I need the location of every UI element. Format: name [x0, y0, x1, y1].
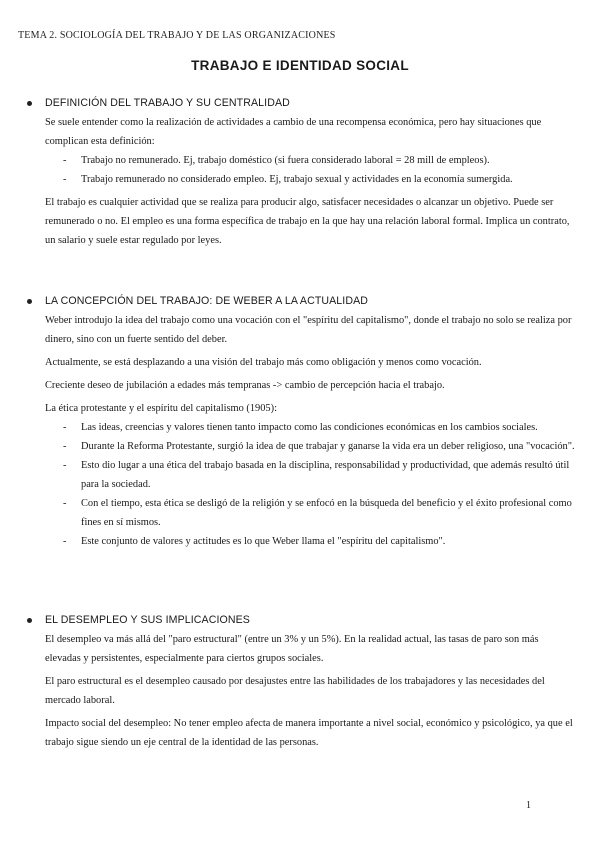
section-heading: [27, 614, 576, 630]
list-item-text: Con el tiempo, esta ética se desligó de la religión y se enfocó en la búsqueda del beneficio y el éxito profesional como fines en sí mismos.: [81, 498, 572, 528]
section-heading-text: DEFINICIÓN DEL TRABAJO Y SU CENTRALIDAD: [45, 97, 290, 109]
section-definicion: [27, 97, 576, 250]
dash-icon: -: [63, 498, 67, 509]
list-item: [27, 494, 576, 532]
dash-icon: -: [63, 155, 67, 166]
list-item-text: Esto dio lugar a una ética del trabajo basada en la disciplina, responsabilidad y productividad, que además resultó útil para la sociedad.: [81, 460, 570, 490]
list-item: [27, 418, 576, 437]
list-item: [27, 456, 576, 494]
dash-list: [27, 418, 576, 551]
dash-icon: -: [63, 441, 67, 452]
section-desempleo: [27, 614, 576, 752]
dash-icon: -: [63, 536, 67, 547]
section-heading: [27, 295, 576, 311]
list-item-text: Trabajo remunerado no considerado empleo. Ej, trabajo sexual y actividades en la economía sumergida.: [81, 174, 513, 185]
section-heading-text: LA CONCEPCIÓN DEL TRABAJO: DE WEBER A LA ACTUALIDAD: [45, 295, 369, 307]
list-item-text: Trabajo no remunerado. Ej, trabajo doméstico (si fuera considerado laboral = 28 mill de empleos).: [81, 155, 490, 166]
paragraph: Actualmente, se está desplazando a una visión del trabajo más como obligación y menos como vocación.: [45, 357, 482, 368]
list-item: [27, 437, 576, 456]
dash-icon: -: [63, 174, 67, 185]
paragraph: Impacto social del desempleo: No tener empleo afecta de manera importante a nivel social, económico y psicológico, ya que el trabajo sigue siendo un eje central de la identidad de las personas.: [45, 718, 573, 748]
dash-icon: -: [63, 460, 67, 471]
bullet-icon: [27, 618, 32, 623]
page-title: TRABAJO E IDENTIDAD SOCIAL: [191, 58, 409, 73]
list-item: [27, 170, 576, 189]
section-heading: [27, 97, 576, 113]
paragraph: Creciente deseo de jubilación a edades más tempranas -> cambio de percepción hacia el trabajo.: [45, 380, 445, 391]
paragraph: La ética protestante y el espíritu del capitalismo (1905):: [45, 403, 277, 414]
page-number: 1: [526, 800, 531, 811]
paragraph: El paro estructural es el desempleo causado por desajustes entre las habilidades de los trabajadores y las necesidades del mercado laboral.: [45, 676, 545, 706]
list-item-text: Durante la Reforma Protestante, surgió la idea de que trabajar y ganarse la vida era un deber religioso, una "vocación".: [81, 441, 575, 452]
paragraph: Se suele entender como la realización de actividades a cambio de una recompensa económica, pero hay situaciones que complican esta definición:: [45, 117, 542, 147]
paragraph: Weber introdujo la idea del trabajo como una vocación con el "espíritu del capitalismo", donde el trabajo no solo se realiza por dinero, sino con un fuerte sentido del deber.: [45, 315, 572, 345]
dash-list: [27, 151, 576, 189]
bullet-icon: [27, 299, 32, 304]
paragraph: El trabajo es cualquier actividad que se realiza para producir algo, satisfacer necesidades o alcanzar un objetivo. Puede ser remunerado o no. El empleo es una forma específica de trabajo en la que hay una relación laboral formal. Implica un contrato, un salario y suele estar regulado por leyes.: [45, 197, 570, 246]
section-heading-text: EL DESEMPLEO Y SUS IMPLICACIONES: [45, 614, 250, 626]
list-item: [27, 151, 576, 170]
list-item-text: Este conjunto de valores y actitudes es lo que Weber llama el "espíritu del capitalismo".: [81, 536, 446, 547]
section-concepcion: [27, 295, 576, 551]
paragraph: El desempleo va más allá del "paro estructural" (entre un 3% y un 5%). En la realidad actual, las tasas de paro son más elevadas y persistentes, especialmente para ciertos grupos sociales.: [45, 634, 539, 664]
running-header: TEMA 2. SOCIOLOGÍA DEL TRABAJO Y DE LAS ORGANIZACIONES: [18, 30, 336, 41]
dash-icon: -: [63, 422, 67, 433]
list-item: [27, 532, 576, 551]
list-item-text: Las ideas, creencias y valores tienen tanto impacto como las condiciones económicas en los cambios sociales.: [81, 422, 538, 433]
bullet-icon: [27, 101, 32, 106]
